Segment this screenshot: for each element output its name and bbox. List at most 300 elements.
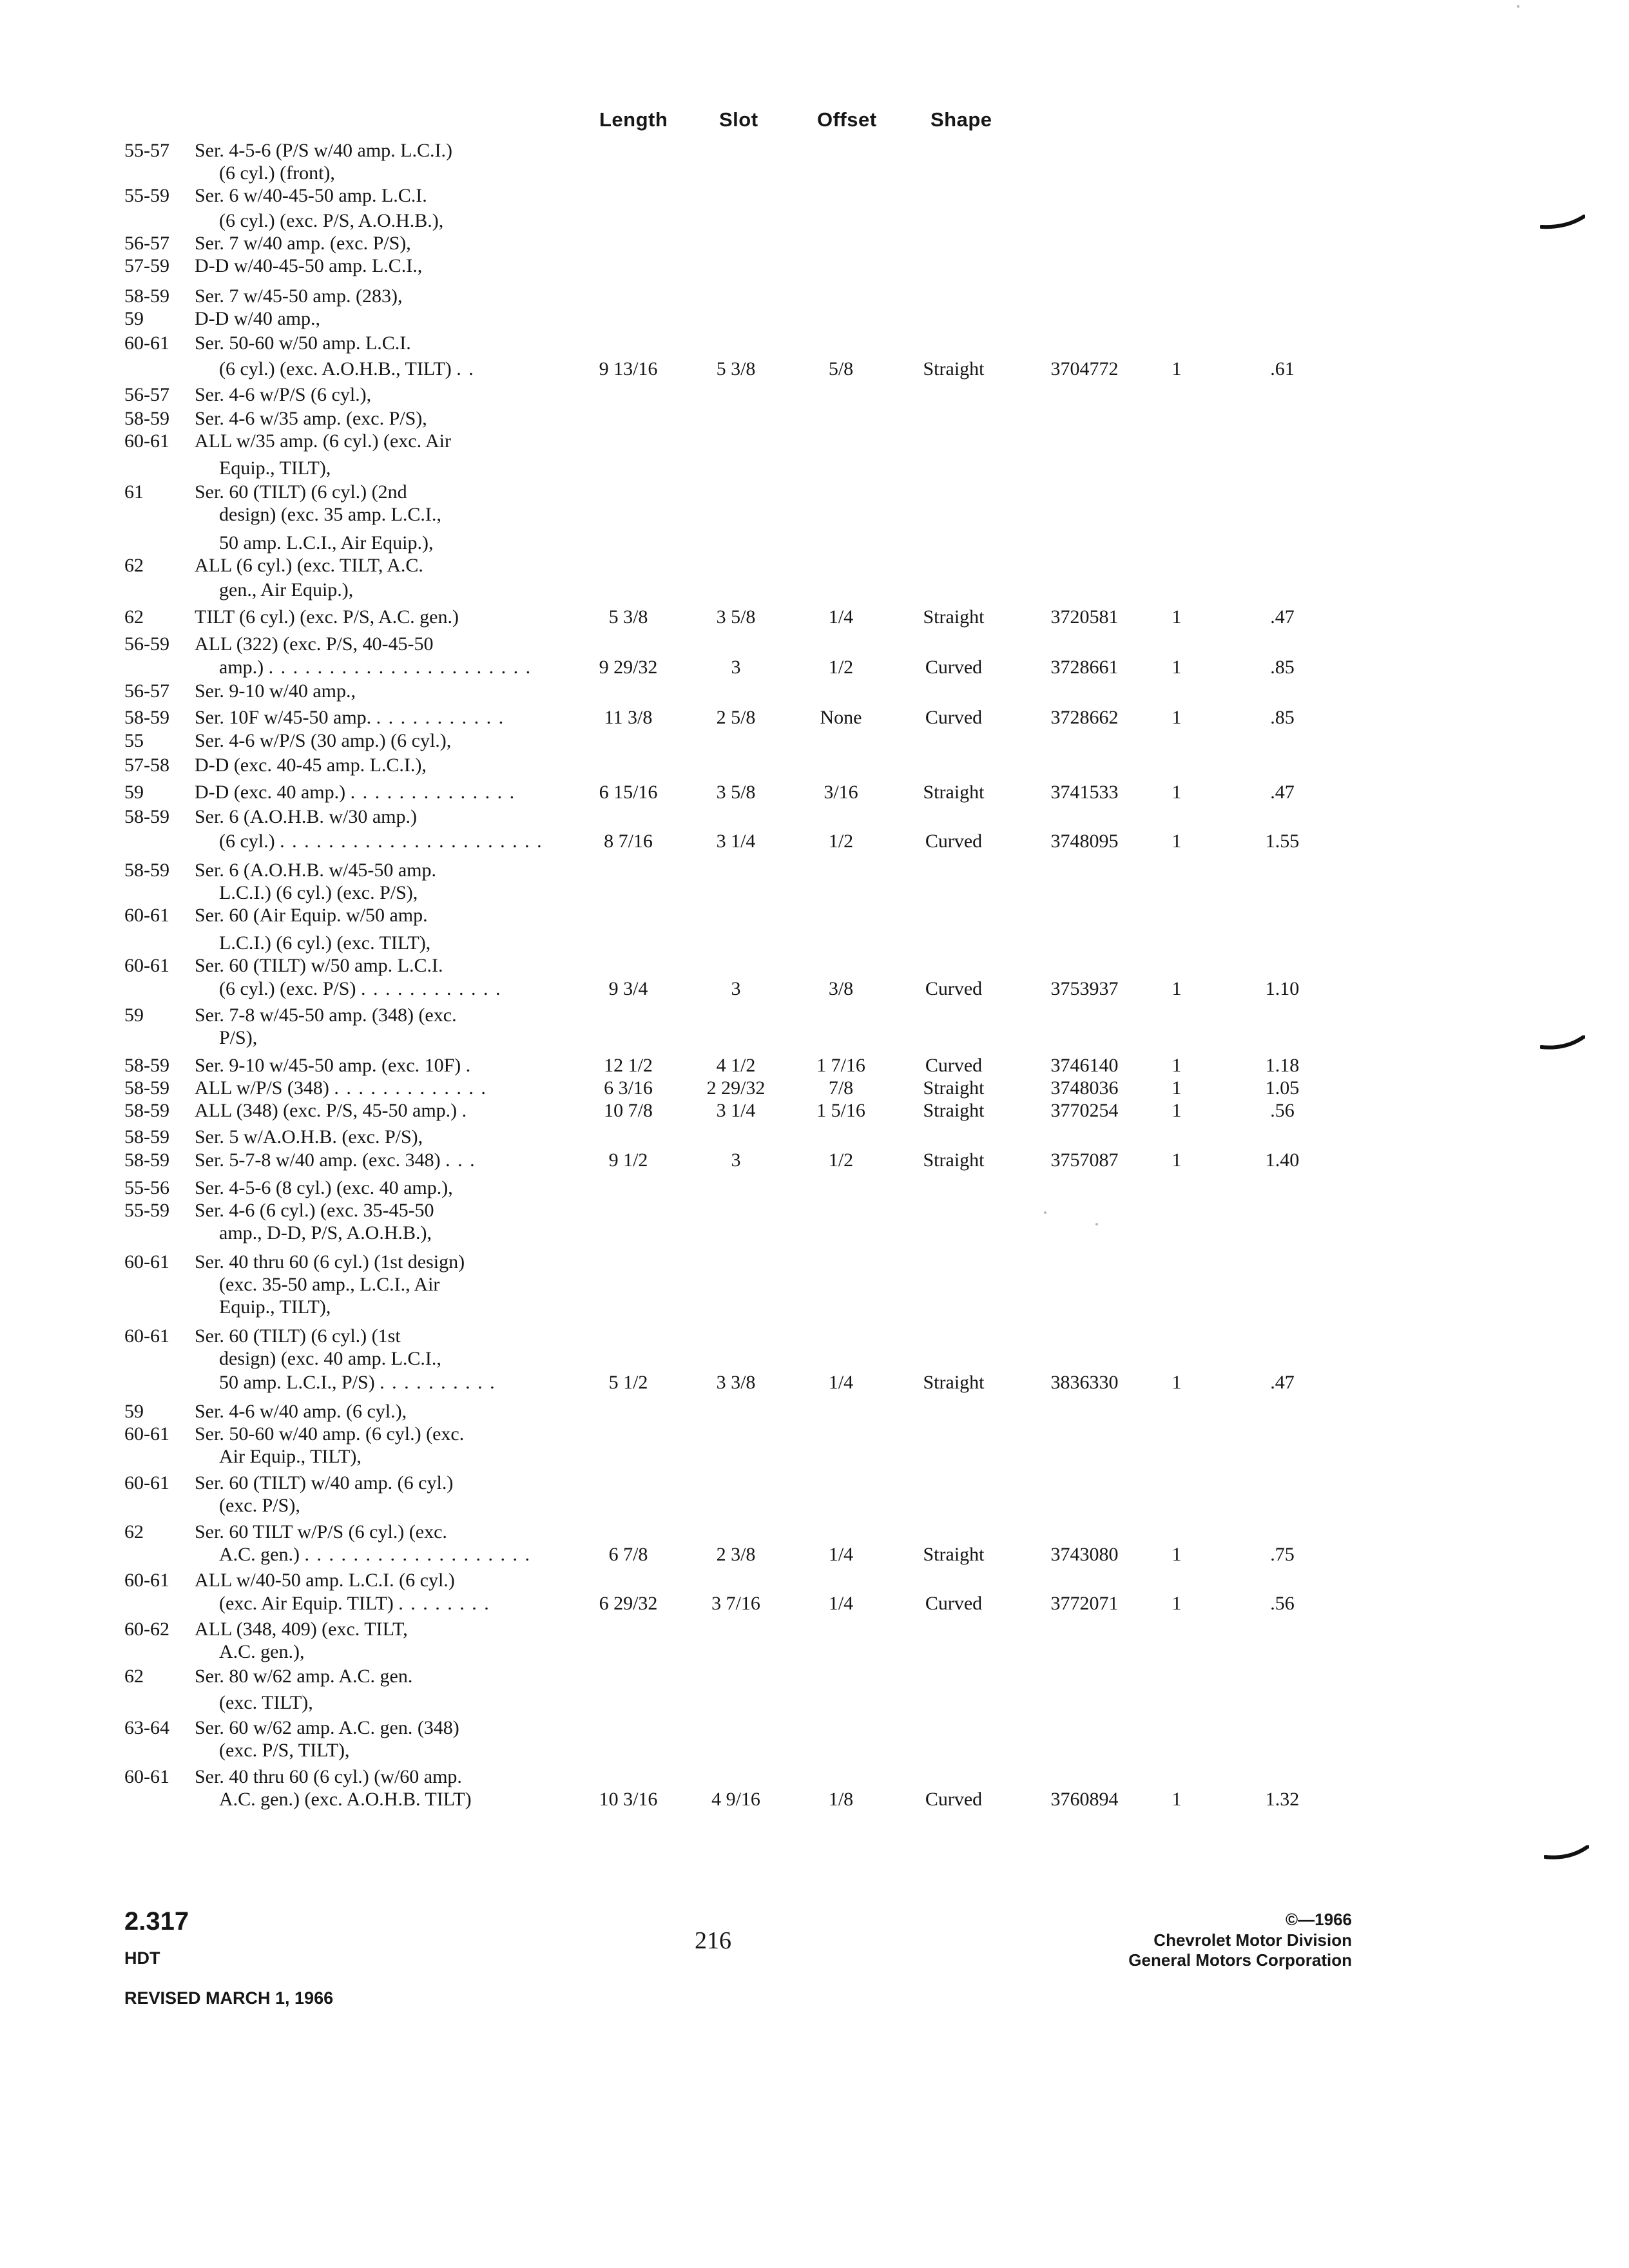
shape-cell: Curved [925, 707, 983, 728]
binding-mark [1540, 1035, 1585, 1052]
model-years: 61 [124, 481, 144, 503]
application-description [219, 1445, 361, 1468]
part-cell: 3760894 [1050, 1789, 1119, 1810]
description-text: Ser. 4-6 w/35 amp. (exc. P/S), [195, 408, 427, 429]
application-description [219, 1543, 531, 1566]
application-description [219, 1347, 441, 1370]
price-cell: .85 [1270, 657, 1295, 678]
qty-cell: 1 [1171, 657, 1182, 678]
description-text: (exc. P/S, TILT), [219, 1740, 350, 1761]
offset-cell: 1/4 [828, 606, 854, 628]
part-cell: 3757087 [1050, 1149, 1119, 1171]
slot-cell: 2 5/8 [716, 707, 756, 728]
description-text: Ser. 60 TILT w/P/S (6 cyl.) (exc. [195, 1521, 447, 1542]
length-cell: 9 1/2 [608, 1149, 648, 1171]
shape-cell: Straight [923, 358, 985, 380]
application-description [195, 332, 411, 354]
scan-speck [1044, 1211, 1046, 1214]
description-text: Ser. 7 w/40 amp. (exc. P/S), [195, 233, 411, 254]
header-slot: Slot [719, 108, 758, 131]
application-description [219, 1371, 496, 1394]
application-description [219, 932, 430, 954]
offset-cell: None [820, 707, 862, 728]
offset-cell: 1/2 [828, 657, 854, 678]
description-text: 50 amp. L.C.I., P/S) [219, 1372, 375, 1393]
application-description [195, 255, 422, 277]
copyright: ©—1966 [1286, 1910, 1352, 1929]
length-cell: 8 7/16 [604, 831, 653, 852]
description-text: (6 cyl.) (exc. A.O.H.B., TILT) [219, 358, 452, 380]
binding-mark [1540, 214, 1585, 231]
dot-leader: . . . . . . . . . . . [376, 707, 505, 728]
shape-cell: Straight [923, 1077, 985, 1099]
model-years: 55-59 [124, 1200, 169, 1221]
application-description [195, 805, 417, 828]
part-cell: 3728662 [1050, 707, 1119, 728]
model-years: 59 [124, 1004, 144, 1026]
length-cell: 6 15/16 [599, 782, 658, 803]
description-text: ALL w/P/S (348) [195, 1077, 329, 1099]
model-years: 60-61 [124, 1766, 169, 1787]
description-text: ALL w/35 amp. (6 cyl.) (exc. Air [195, 430, 451, 452]
application-description [195, 1251, 465, 1273]
description-text: Ser. 50-60 w/40 amp. (6 cyl.) (exc. [195, 1423, 465, 1445]
application-description [195, 904, 428, 927]
description-text: Ser. 5-7-8 w/40 amp. (exc. 348) [195, 1149, 441, 1171]
model-years: 58-59 [124, 408, 169, 429]
offset-cell: 1/4 [828, 1593, 854, 1614]
slot-cell: 3 [731, 657, 741, 678]
header-shape: Shape [930, 108, 992, 131]
description-text: amp., D-D, P/S, A.O.H.B.), [219, 1222, 432, 1244]
price-cell: 1.05 [1265, 1077, 1300, 1099]
qty-cell: 1 [1171, 1077, 1182, 1099]
qty-cell: 1 [1171, 1544, 1182, 1565]
length-cell: 6 29/32 [599, 1593, 658, 1614]
description-text: L.C.I.) (6 cyl.) (exc. P/S), [219, 882, 418, 903]
dot-leader: . . . [445, 1149, 476, 1171]
model-years: 60-61 [124, 1251, 169, 1273]
dot-leader: . [465, 1055, 472, 1076]
application-description [219, 358, 475, 380]
description-text: Ser. 10F w/45-50 amp. [195, 707, 372, 728]
application-description [219, 881, 418, 904]
application-description [195, 554, 423, 577]
length-cell: 12 1/2 [604, 1055, 653, 1076]
price-cell: 1.10 [1265, 978, 1300, 999]
application-description [195, 1099, 468, 1122]
description-text: (exc. 35-50 amp., L.C.I., Air [219, 1274, 440, 1295]
description-text: Ser. 5 w/A.O.H.B. (exc. P/S), [195, 1126, 423, 1148]
section-number: 2.317 [124, 1907, 189, 1936]
dot-leader: . [461, 1100, 468, 1121]
description-text: Ser. 6 w/40-45-50 amp. L.C.I. [195, 185, 427, 206]
shape-cell: Curved [925, 1593, 983, 1614]
price-cell: .85 [1270, 707, 1295, 728]
description-text: Ser. 40 thru 60 (6 cyl.) (1st design) [195, 1251, 465, 1273]
offset-cell: 3/8 [828, 978, 854, 999]
description-text: Ser. 4-6 w/P/S (30 amp.) (6 cyl.), [195, 730, 452, 751]
qty-cell: 1 [1171, 1789, 1182, 1810]
part-cell: 3836330 [1050, 1372, 1119, 1393]
shape-cell: Straight [923, 606, 985, 628]
application-description [219, 1640, 304, 1663]
description-text: (6 cyl.) (exc. P/S) [219, 978, 356, 999]
price-cell: .47 [1270, 782, 1295, 803]
application-description [195, 1077, 487, 1099]
application-description [219, 1296, 331, 1318]
application-description [219, 830, 543, 852]
description-text: Ser. 6 (A.O.H.B. w/45-50 amp. [195, 860, 436, 881]
model-years: 57-58 [124, 754, 169, 776]
qty-cell: 1 [1171, 1100, 1182, 1121]
description-text: Ser. 9-10 w/40 amp., [195, 680, 356, 702]
description-text: Ser. 60 (TILT) w/50 amp. L.C.I. [195, 955, 443, 976]
offset-cell: 1/8 [828, 1789, 854, 1810]
application-description [219, 579, 353, 601]
description-text: (6 cyl.) (exc. P/S, A.O.H.B.), [219, 210, 444, 231]
description-text: Ser. 4-6 w/40 amp. (6 cyl.), [195, 1401, 407, 1422]
qty-cell: 1 [1171, 1055, 1182, 1076]
model-years: 60-61 [124, 430, 169, 452]
revision-date: REVISED MARCH 1, 1966 [124, 1988, 334, 2008]
description-text: Ser. 9-10 w/45-50 amp. (exc. 10F) [195, 1055, 461, 1076]
price-cell: 1.18 [1265, 1055, 1300, 1076]
part-cell: 3728661 [1050, 657, 1119, 678]
description-text: L.C.I.) (6 cyl.) (exc. TILT), [219, 932, 431, 954]
model-years: 60-61 [124, 1325, 169, 1347]
description-text: Ser. 7-8 w/45-50 amp. (348) (exc. [195, 1004, 457, 1026]
description-text: A.C. gen.), [219, 1641, 305, 1662]
header-offset: Offset [817, 108, 877, 131]
slot-cell: 3 1/4 [716, 831, 756, 852]
model-years: 57-59 [124, 255, 169, 276]
dot-leader: . . . . . . . . . . . . [360, 978, 502, 999]
model-years: 60-61 [124, 1472, 169, 1494]
application-description [219, 162, 335, 184]
description-text: ALL w/40-50 amp. L.C.I. (6 cyl.) [195, 1570, 455, 1591]
description-text: D-D (exc. 40 amp.) [195, 782, 346, 803]
shape-cell: Curved [925, 978, 983, 999]
application-description [195, 1569, 455, 1591]
offset-cell: 1/2 [828, 1149, 854, 1171]
description-text: Ser. 4-5-6 (8 cyl.) (exc. 40 amp.), [195, 1177, 453, 1198]
model-years: 62 [124, 1666, 144, 1687]
application-description [219, 209, 443, 232]
model-years: 58-59 [124, 707, 169, 728]
application-description [195, 481, 407, 503]
slot-cell: 3 [731, 978, 741, 999]
qty-cell: 1 [1171, 707, 1182, 728]
shape-cell: Straight [923, 1372, 985, 1393]
qty-cell: 1 [1171, 606, 1182, 628]
part-cell: 3748095 [1050, 831, 1119, 852]
application-description [219, 457, 331, 479]
description-text: Ser. 4-6 w/P/S (6 cyl.), [195, 384, 372, 405]
model-years: 55 [124, 730, 144, 751]
application-description [219, 1222, 432, 1244]
model-years: 58-59 [124, 1055, 169, 1076]
offset-cell: 5/8 [828, 358, 854, 380]
description-text: A.C. gen.) (exc. A.O.H.B. TILT) [219, 1789, 472, 1810]
model-years: 63-64 [124, 1717, 169, 1738]
slot-cell: 2 3/8 [716, 1544, 756, 1565]
offset-cell: 3/16 [824, 782, 858, 803]
model-years: 62 [124, 555, 144, 576]
application-description [219, 1026, 257, 1049]
application-description [219, 1592, 490, 1615]
description-text: D-D w/40 amp., [195, 308, 320, 329]
qty-cell: 1 [1171, 978, 1182, 999]
application-description [195, 1400, 407, 1423]
shape-cell: Straight [923, 1149, 985, 1171]
description-text: Equip., TILT), [219, 1296, 331, 1318]
description-text: Air Equip., TILT), [219, 1446, 361, 1467]
slot-cell: 3 7/16 [711, 1593, 760, 1614]
model-years: 59 [124, 782, 144, 803]
model-years: 56-57 [124, 233, 169, 254]
part-cell: 3704772 [1050, 358, 1119, 380]
dot-leader: . . . . . . . . [398, 1593, 490, 1614]
corporation-name: General Motors Corporation [1128, 1950, 1352, 1970]
application-description [195, 407, 427, 430]
part-cell: 3746140 [1050, 1055, 1119, 1076]
model-years: 58-59 [124, 806, 169, 827]
page-number: 216 [695, 1927, 731, 1954]
description-text: Ser. 4-6 (6 cyl.) (exc. 35-45-50 [195, 1200, 434, 1221]
application-description [195, 1472, 453, 1494]
application-description [195, 954, 443, 977]
description-text: Ser. 80 w/62 amp. A.C. gen. [195, 1666, 413, 1687]
qty-cell: 1 [1171, 1372, 1182, 1393]
model-years: 56-59 [124, 633, 169, 655]
application-description [195, 1765, 462, 1788]
application-description [195, 232, 411, 255]
application-description [195, 307, 320, 330]
application-description [195, 1521, 447, 1543]
application-description [219, 977, 501, 1000]
description-text: 50 amp. L.C.I., Air Equip.), [219, 532, 434, 553]
model-years: 55-57 [124, 140, 169, 161]
application-description [195, 1004, 457, 1026]
model-years: 58-59 [124, 1100, 169, 1121]
description-text: ALL (6 cyl.) (exc. TILT, A.C. [195, 555, 423, 576]
description-text: (6 cyl.) (front), [219, 162, 335, 184]
application-description [195, 1325, 401, 1347]
length-cell: 9 3/4 [608, 978, 648, 999]
offset-cell: 1/4 [828, 1544, 854, 1565]
slot-cell: 3 5/8 [716, 606, 756, 628]
slot-cell: 5 3/8 [716, 358, 756, 380]
slot-cell: 3 [731, 1149, 741, 1171]
model-years: 55-59 [124, 185, 169, 206]
application-description [219, 1739, 350, 1762]
description-text: ALL (348) (exc. P/S, 45-50 amp.) [195, 1100, 458, 1121]
offset-cell: 1 5/16 [816, 1100, 865, 1121]
application-description [219, 1788, 472, 1811]
application-description [195, 706, 505, 729]
slot-cell: 3 5/8 [716, 782, 756, 803]
description-text: Ser. 60 (TILT) w/40 amp. (6 cyl.) [195, 1472, 454, 1494]
description-text: (6 cyl.) [219, 831, 275, 852]
part-cell: 3753937 [1050, 978, 1119, 999]
application-description [219, 1494, 300, 1517]
application-description [195, 1618, 408, 1640]
description-text: Ser. 60 (TILT) (6 cyl.) (2nd [195, 481, 407, 503]
application-description [195, 754, 427, 776]
shape-cell: Straight [923, 1544, 985, 1565]
model-years: 62 [124, 1521, 144, 1542]
price-cell: .56 [1270, 1593, 1295, 1614]
application-description [195, 1716, 459, 1739]
dot-leader: . . . . . . . . . . . . . . . . . . . . . . [280, 831, 543, 852]
description-text: amp.) [219, 657, 264, 678]
offset-cell: 7/8 [828, 1077, 854, 1099]
dot-leader: . . . . . . . . . . . . . . [350, 782, 516, 803]
length-cell: 10 3/16 [599, 1789, 658, 1810]
length-cell: 6 7/8 [608, 1544, 648, 1565]
price-cell: .56 [1270, 1100, 1295, 1121]
description-text: Ser. 60 (Air Equip. w/50 amp. [195, 905, 428, 926]
model-years: 60-61 [124, 1570, 169, 1591]
division-name: Chevrolet Motor Division [1153, 1930, 1352, 1950]
qty-cell: 1 [1171, 1593, 1182, 1614]
model-years: 55-56 [124, 1177, 169, 1198]
price-cell: 1.55 [1265, 831, 1300, 852]
application-description [195, 1423, 464, 1445]
scan-speck [1517, 5, 1519, 8]
price-cell: .61 [1270, 358, 1295, 380]
length-cell: 9 29/32 [599, 657, 658, 678]
description-text: Ser. 60 w/62 amp. A.C. gen. (348) [195, 1717, 459, 1738]
application-description [195, 633, 434, 655]
application-description [195, 184, 427, 207]
model-years: 62 [124, 606, 144, 628]
description-text: ALL (322) (exc. P/S, 40-45-50 [195, 633, 434, 655]
model-years: 58-59 [124, 860, 169, 881]
length-cell: 9 13/16 [599, 358, 658, 380]
model-years: 58-59 [124, 1149, 169, 1171]
shape-cell: Curved [925, 831, 983, 852]
model-years: 58-59 [124, 1077, 169, 1099]
description-text: Ser. 6 (A.O.H.B. w/30 amp.) [195, 806, 417, 827]
price-cell: .47 [1270, 1372, 1295, 1393]
model-years: 60-62 [124, 1619, 169, 1640]
description-text: D-D w/40-45-50 amp. L.C.I., [195, 255, 423, 276]
length-cell: 5 3/8 [608, 606, 648, 628]
qty-cell: 1 [1171, 831, 1182, 852]
model-years: 60-61 [124, 1423, 169, 1445]
description-text: design) (exc. 35 amp. L.C.I., [219, 504, 441, 525]
application-description [195, 383, 371, 406]
dot-leader: . . . . . . . . . . [380, 1372, 496, 1393]
description-text: Ser. 4-5-6 (P/S w/40 amp. L.C.I.) [195, 140, 452, 161]
application-description [219, 1273, 439, 1296]
application-description [195, 781, 516, 803]
part-cell: 3741533 [1050, 782, 1119, 803]
model-years: 56-57 [124, 680, 169, 702]
application-description [195, 1054, 472, 1077]
application-description [219, 532, 433, 554]
model-years: 60-61 [124, 955, 169, 976]
dot-leader: . . . . . . . . . . . . . . . . . . . . . . [268, 657, 532, 678]
application-description [195, 1665, 412, 1687]
application-description [195, 729, 451, 752]
slot-cell: 4 9/16 [711, 1789, 760, 1810]
length-cell: 5 1/2 [608, 1372, 648, 1393]
part-cell: 3770254 [1050, 1100, 1119, 1121]
description-text: A.C. gen.) [219, 1544, 300, 1565]
description-text: (exc. Air Equip. TILT) [219, 1593, 394, 1614]
model-years: 59 [124, 1401, 144, 1422]
header-length: Length [599, 108, 668, 131]
description-text: (exc. TILT), [219, 1692, 313, 1713]
shape-cell: Curved [925, 657, 983, 678]
description-text: Ser. 50-60 w/50 amp. L.C.I. [195, 332, 411, 354]
price-cell: .75 [1270, 1544, 1295, 1565]
description-text: (exc. P/S), [219, 1495, 300, 1516]
shape-cell: Straight [923, 1100, 985, 1121]
offset-cell: 1/4 [828, 1372, 854, 1393]
offset-cell: 1/2 [828, 831, 854, 852]
dot-leader: . . [456, 358, 475, 380]
qty-cell: 1 [1171, 1149, 1182, 1171]
shape-cell: Curved [925, 1789, 983, 1810]
part-cell: 3772071 [1050, 1593, 1119, 1614]
price-cell: 1.32 [1265, 1789, 1300, 1810]
slot-cell: 3 3/8 [716, 1372, 756, 1393]
application-description [219, 1691, 313, 1714]
model-years: 58-59 [124, 285, 169, 307]
model-years: 56-57 [124, 384, 169, 405]
application-description [195, 606, 459, 628]
model-years: 58-59 [124, 1126, 169, 1148]
description-text: Ser. 7 w/45-50 amp. (283), [195, 285, 403, 307]
length-cell: 6 3/16 [604, 1077, 653, 1099]
length-cell: 10 7/8 [604, 1100, 653, 1121]
description-text: TILT (6 cyl.) (exc. P/S, A.C. gen.) [195, 606, 459, 628]
shape-cell: Curved [925, 1055, 983, 1076]
slot-cell: 4 1/2 [716, 1055, 756, 1076]
description-text: D-D (exc. 40-45 amp. L.C.I.), [195, 754, 427, 776]
description-text: Ser. 60 (TILT) (6 cyl.) (1st [195, 1325, 401, 1347]
application-description [195, 859, 436, 881]
application-description [195, 1199, 434, 1222]
dot-leader: . . . . . . . . . . . . . . . . . . . [304, 1544, 531, 1565]
dot-leader: . . . . . . . . . . . . . [334, 1077, 487, 1099]
binding-mark [1544, 1845, 1589, 1862]
application-description [195, 285, 402, 307]
offset-cell: 1 7/16 [816, 1055, 865, 1076]
model-years: 60-61 [124, 332, 169, 354]
application-description [195, 430, 451, 452]
shape-cell: Straight [923, 782, 985, 803]
slot-cell: 2 29/32 [706, 1077, 766, 1099]
part-cell: 3748036 [1050, 1077, 1119, 1099]
description-text: gen., Air Equip.), [219, 579, 354, 601]
application-description [195, 680, 356, 702]
price-cell: .47 [1270, 606, 1295, 628]
catalog-code: HDT [124, 1948, 160, 1968]
application-description [195, 139, 452, 162]
application-description [195, 1177, 453, 1199]
scan-speck [1095, 1223, 1098, 1225]
description-text: P/S), [219, 1027, 258, 1048]
application-description [219, 656, 532, 678]
description-text: Ser. 40 thru 60 (6 cyl.) (w/60 amp. [195, 1766, 462, 1787]
application-description [195, 1149, 476, 1171]
application-description [195, 1126, 423, 1148]
